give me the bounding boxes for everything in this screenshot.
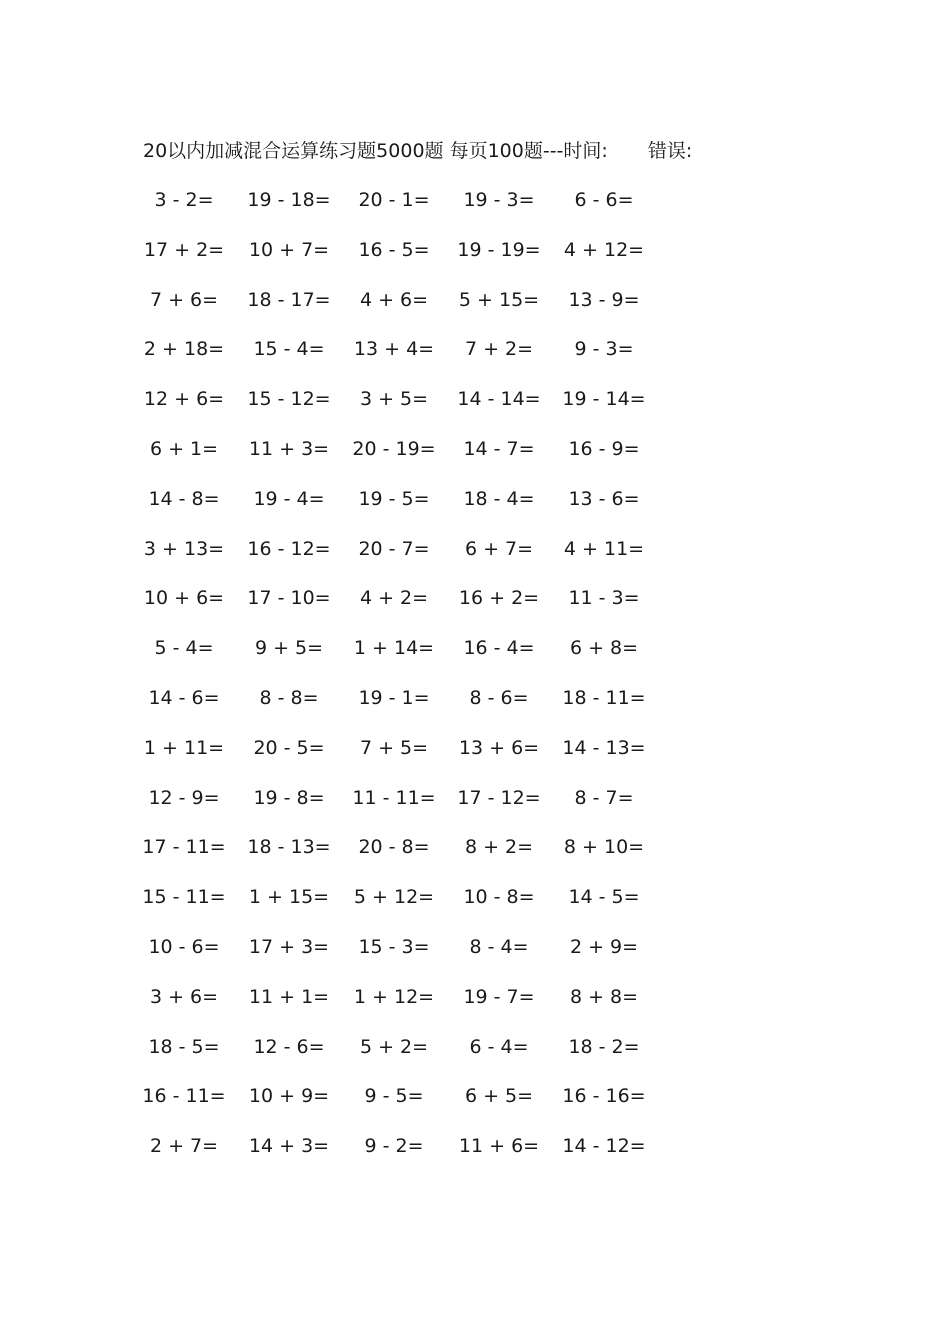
math-problem: 19 - 14= [562,388,646,411]
math-problem: 3 + 13= [143,537,225,560]
math-problem: 17 - 11= [142,836,226,859]
math-problem: 16 - 11= [142,1085,226,1108]
math-problem: 18 - 4= [463,487,535,510]
math-problem: 18 - 2= [568,1035,640,1058]
math-problem: 6 + 8= [569,637,639,660]
math-problem: 8 + 10= [563,836,645,859]
problem-row [0,435,950,485]
math-problem: 14 - 7= [463,437,535,460]
math-problem: 5 + 2= [359,1035,429,1058]
worksheet-header [143,137,692,165]
math-problem: 14 - 6= [148,686,220,709]
math-problem: 2 + 9= [569,935,639,958]
math-problem: 12 - 6= [253,1035,325,1058]
math-problem: 9 - 2= [364,1135,424,1158]
math-problem: 6 - 6= [574,189,634,211]
math-problem: 4 + 11= [563,537,645,560]
math-problem: 13 - 9= [568,288,640,311]
math-problem: 19 - 19= [457,238,541,261]
errors-label: 错误: [647,140,693,162]
math-problem: 10 + 7= [248,238,330,261]
math-problem: 4 + 6= [359,288,429,311]
problem-grid [0,186,950,1182]
math-problem: 18 - 13= [247,836,331,859]
math-problem: 10 + 6= [143,587,225,610]
math-problem: 14 + 3= [248,1135,330,1158]
math-problem: 6 - 4= [469,1035,529,1058]
math-problem: 9 + 5= [254,637,324,660]
math-problem: 11 + 3= [248,437,330,460]
math-problem: 16 - 5= [358,238,430,261]
math-problem: 1 + 14= [353,637,435,660]
math-problem: 19 - 8= [253,786,325,809]
math-problem: 11 + 6= [458,1135,540,1158]
math-problem: 3 + 6= [149,985,219,1008]
math-problem: 11 - 3= [568,587,640,610]
math-problem: 2 + 18= [143,338,225,361]
math-problem: 16 - 16= [562,1085,646,1108]
math-problem: 17 + 2= [143,238,225,261]
math-problem: 8 - 4= [469,935,529,958]
math-problem: 1 + 11= [143,736,225,759]
problem-row [0,186,950,236]
math-problem: 19 - 18= [247,189,331,211]
math-problem: 11 - 11= [352,786,436,809]
problem-row [0,784,950,834]
math-problem: 7 + 5= [359,736,429,759]
math-problem: 8 - 8= [259,686,319,709]
math-problem: 15 - 11= [142,886,226,909]
math-problem: 6 + 1= [149,437,219,460]
math-problem: 19 - 4= [253,487,325,510]
math-problem: 15 - 3= [358,935,430,958]
problem-row [0,1132,950,1182]
math-problem: 17 + 3= [248,935,330,958]
math-problem: 8 + 8= [569,985,639,1008]
math-problem: 20 - 5= [253,736,325,759]
math-problem: 14 - 8= [148,487,220,510]
math-problem: 17 - 12= [457,786,541,809]
math-problem: 4 + 12= [563,238,645,261]
math-problem: 2 + 7= [149,1135,219,1158]
math-problem: 4 + 2= [359,587,429,610]
math-problem: 16 - 4= [463,637,535,660]
math-problem: 14 - 5= [568,886,640,909]
math-problem: 12 + 6= [143,388,225,411]
problem-row [0,734,950,784]
worksheet-title: 20以内加减混合运算练习题5000题 每页100题---时间: [143,140,608,162]
math-problem: 20 - 8= [358,836,430,859]
math-problem: 20 - 1= [358,189,430,211]
math-problem: 7 + 6= [149,288,219,311]
math-problem: 15 - 12= [247,388,331,411]
problem-row [0,335,950,385]
math-problem: 9 - 3= [574,338,634,361]
math-problem: 20 - 19= [352,437,436,460]
math-problem: 1 + 15= [248,886,330,909]
problem-row [0,1033,950,1083]
math-problem: 6 + 7= [464,537,534,560]
math-problem: 13 + 4= [353,338,435,361]
problem-row [0,833,950,883]
math-problem: 9 - 5= [364,1085,424,1108]
math-problem: 3 + 5= [359,388,429,411]
math-problem: 5 + 15= [458,288,540,311]
math-problem: 16 + 2= [458,587,540,610]
problem-row [0,684,950,734]
problem-row [0,933,950,983]
math-problem: 8 - 7= [574,786,634,809]
math-problem: 15 - 4= [253,338,325,361]
math-problem: 1 + 12= [353,985,435,1008]
problem-row [0,485,950,535]
math-problem: 6 + 5= [464,1085,534,1108]
math-problem: 18 - 11= [562,686,646,709]
problem-row [0,1082,950,1132]
math-problem: 19 - 5= [358,487,430,510]
math-problem: 8 + 2= [464,836,534,859]
problem-row [0,983,950,1033]
math-problem: 16 - 12= [247,537,331,560]
problem-row [0,634,950,684]
problem-row [0,584,950,634]
math-problem: 7 + 2= [464,338,534,361]
problem-row [0,883,950,933]
problem-row [0,236,950,286]
math-problem: 10 - 8= [463,886,535,909]
math-problem: 18 - 5= [148,1035,220,1058]
math-problem: 19 - 7= [463,985,535,1008]
math-problem: 10 - 6= [148,935,220,958]
problem-row [0,286,950,336]
math-problem: 5 + 12= [353,886,435,909]
math-problem: 5 - 4= [154,637,214,660]
math-problem: 3 - 2= [154,189,214,211]
math-problem: 8 - 6= [469,686,529,709]
math-problem: 19 - 1= [358,686,430,709]
math-problem: 14 - 12= [562,1135,646,1158]
math-problem: 10 + 9= [248,1085,330,1108]
math-problem: 16 - 9= [568,437,640,460]
math-problem: 12 - 9= [148,786,220,809]
problem-row [0,385,950,435]
math-problem: 13 - 6= [568,487,640,510]
math-problem: 18 - 17= [247,288,331,311]
math-problem: 14 - 14= [457,388,541,411]
math-problem: 20 - 7= [358,537,430,560]
math-problem: 11 + 1= [248,985,330,1008]
math-problem: 14 - 13= [562,736,646,759]
math-problem: 19 - 3= [463,189,535,211]
problem-row [0,535,950,585]
math-problem: 13 + 6= [458,736,540,759]
math-problem: 17 - 10= [247,587,331,610]
